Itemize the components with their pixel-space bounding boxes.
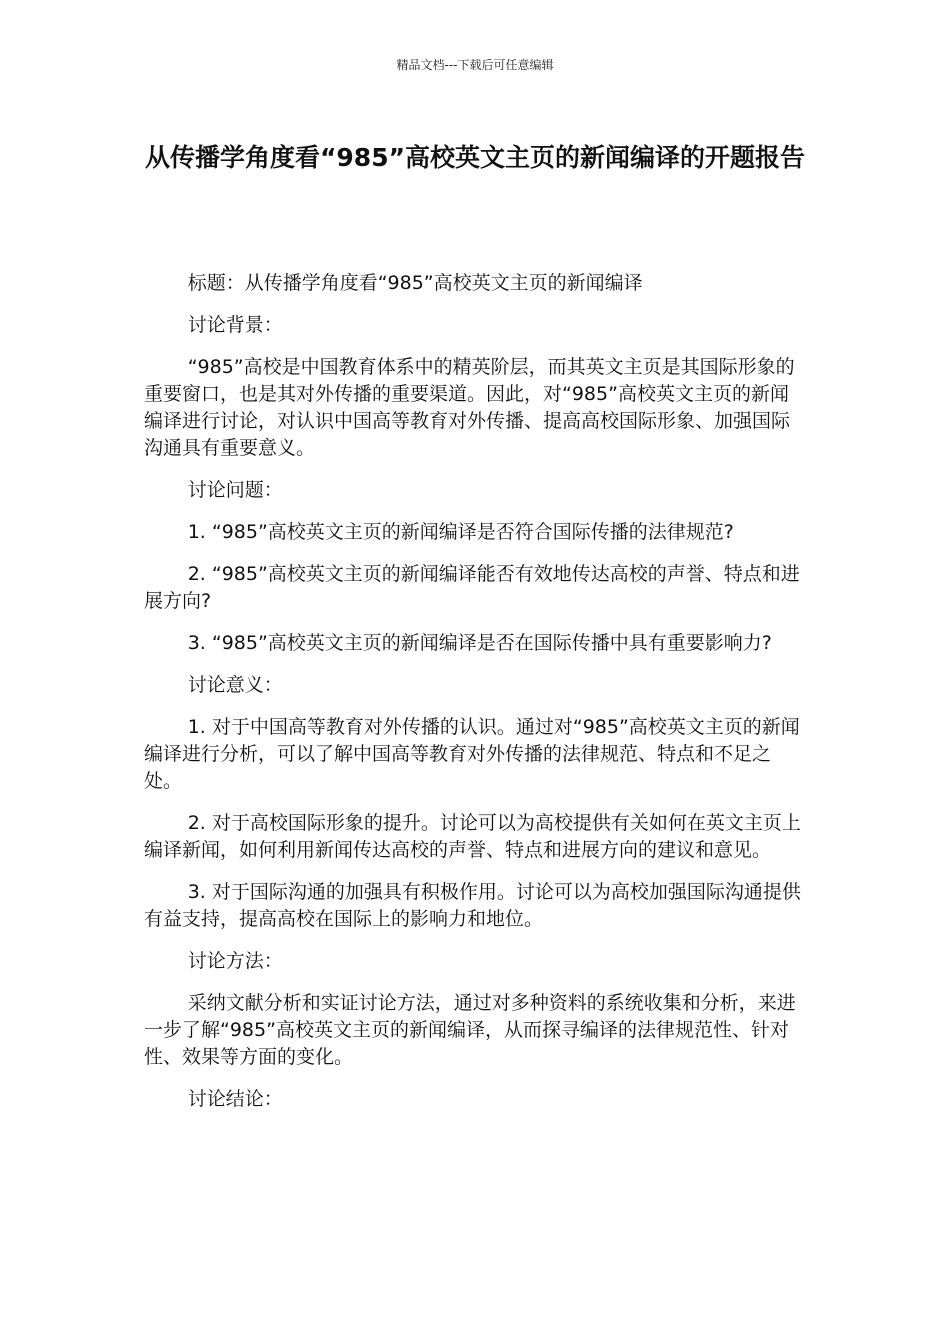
- question-item-1: 1. “985”高校英文主页的新闻编译是否符合国际传播的法律规范?: [187, 521, 734, 543]
- paragraph-title-line: 标题：从传播学角度看“985”高校英文主页的新闻编译: [187, 272, 643, 294]
- question-item-3: 3. “985”高校英文主页的新闻编译是否在国际传播中具有重要影响力?: [187, 632, 772, 654]
- significance-item-3: 3. 对于国际沟通的加强具有积极作用。讨论可以为高校加强国际沟通提供有益支持，提高高校在国际上的影响力和地位。: [144, 881, 801, 930]
- document-body: [144, 270, 806, 1128]
- question-item-2: 2. “985”高校英文主页的新闻编译能否有效地传达高校的声誉、特点和进展方向?: [144, 563, 800, 612]
- significance-item-1: 1. 对于中国高等教育对外传播的认识。通过对“985”高校英文主页的新闻编译进行分析，可以了解中国高等教育对外传播的法律规范、特点和不足之处。: [144, 716, 800, 792]
- section-heading-method: 讨论方法：: [187, 950, 283, 972]
- page-header-note: 精品文档---下载后可任意编辑: [396, 58, 554, 72]
- section-heading-conclusion: 讨论结论：: [187, 1088, 283, 1110]
- document-title: 从传播学角度看“985”高校英文主页的新闻编译的开题报告: [144, 143, 806, 172]
- paragraph-method: 采纳文献分析和实证讨论方法，通过对多种资料的系统收集和分析，来进一步了解“985”高校英文主页的新闻编译，从而探寻编译的法律规范性、针对性、效果等方面的变化。: [144, 992, 796, 1068]
- section-heading-background: 讨论背景：: [187, 314, 283, 336]
- section-heading-questions: 讨论问题：: [187, 479, 283, 501]
- paragraph-background: “985”高校是中国教育体系中的精英阶层，而其英文主页是其国际形象的重要窗口，也是其对外传播的重要渠道。因此，对“985”高校英文主页的新闻编译进行讨论，对认识中国高等教育对外传播、提高高校国际形象、加强国际沟通具有重要意义。: [144, 356, 795, 459]
- significance-item-2: 2. 对于高校国际形象的提升。讨论可以为高校提供有关如何在英文主页上编译新闻，如何利用新闻传达高校的声誉、特点和进展方向的建议和意见。: [144, 812, 801, 861]
- section-heading-significance: 讨论意义：: [187, 674, 283, 696]
